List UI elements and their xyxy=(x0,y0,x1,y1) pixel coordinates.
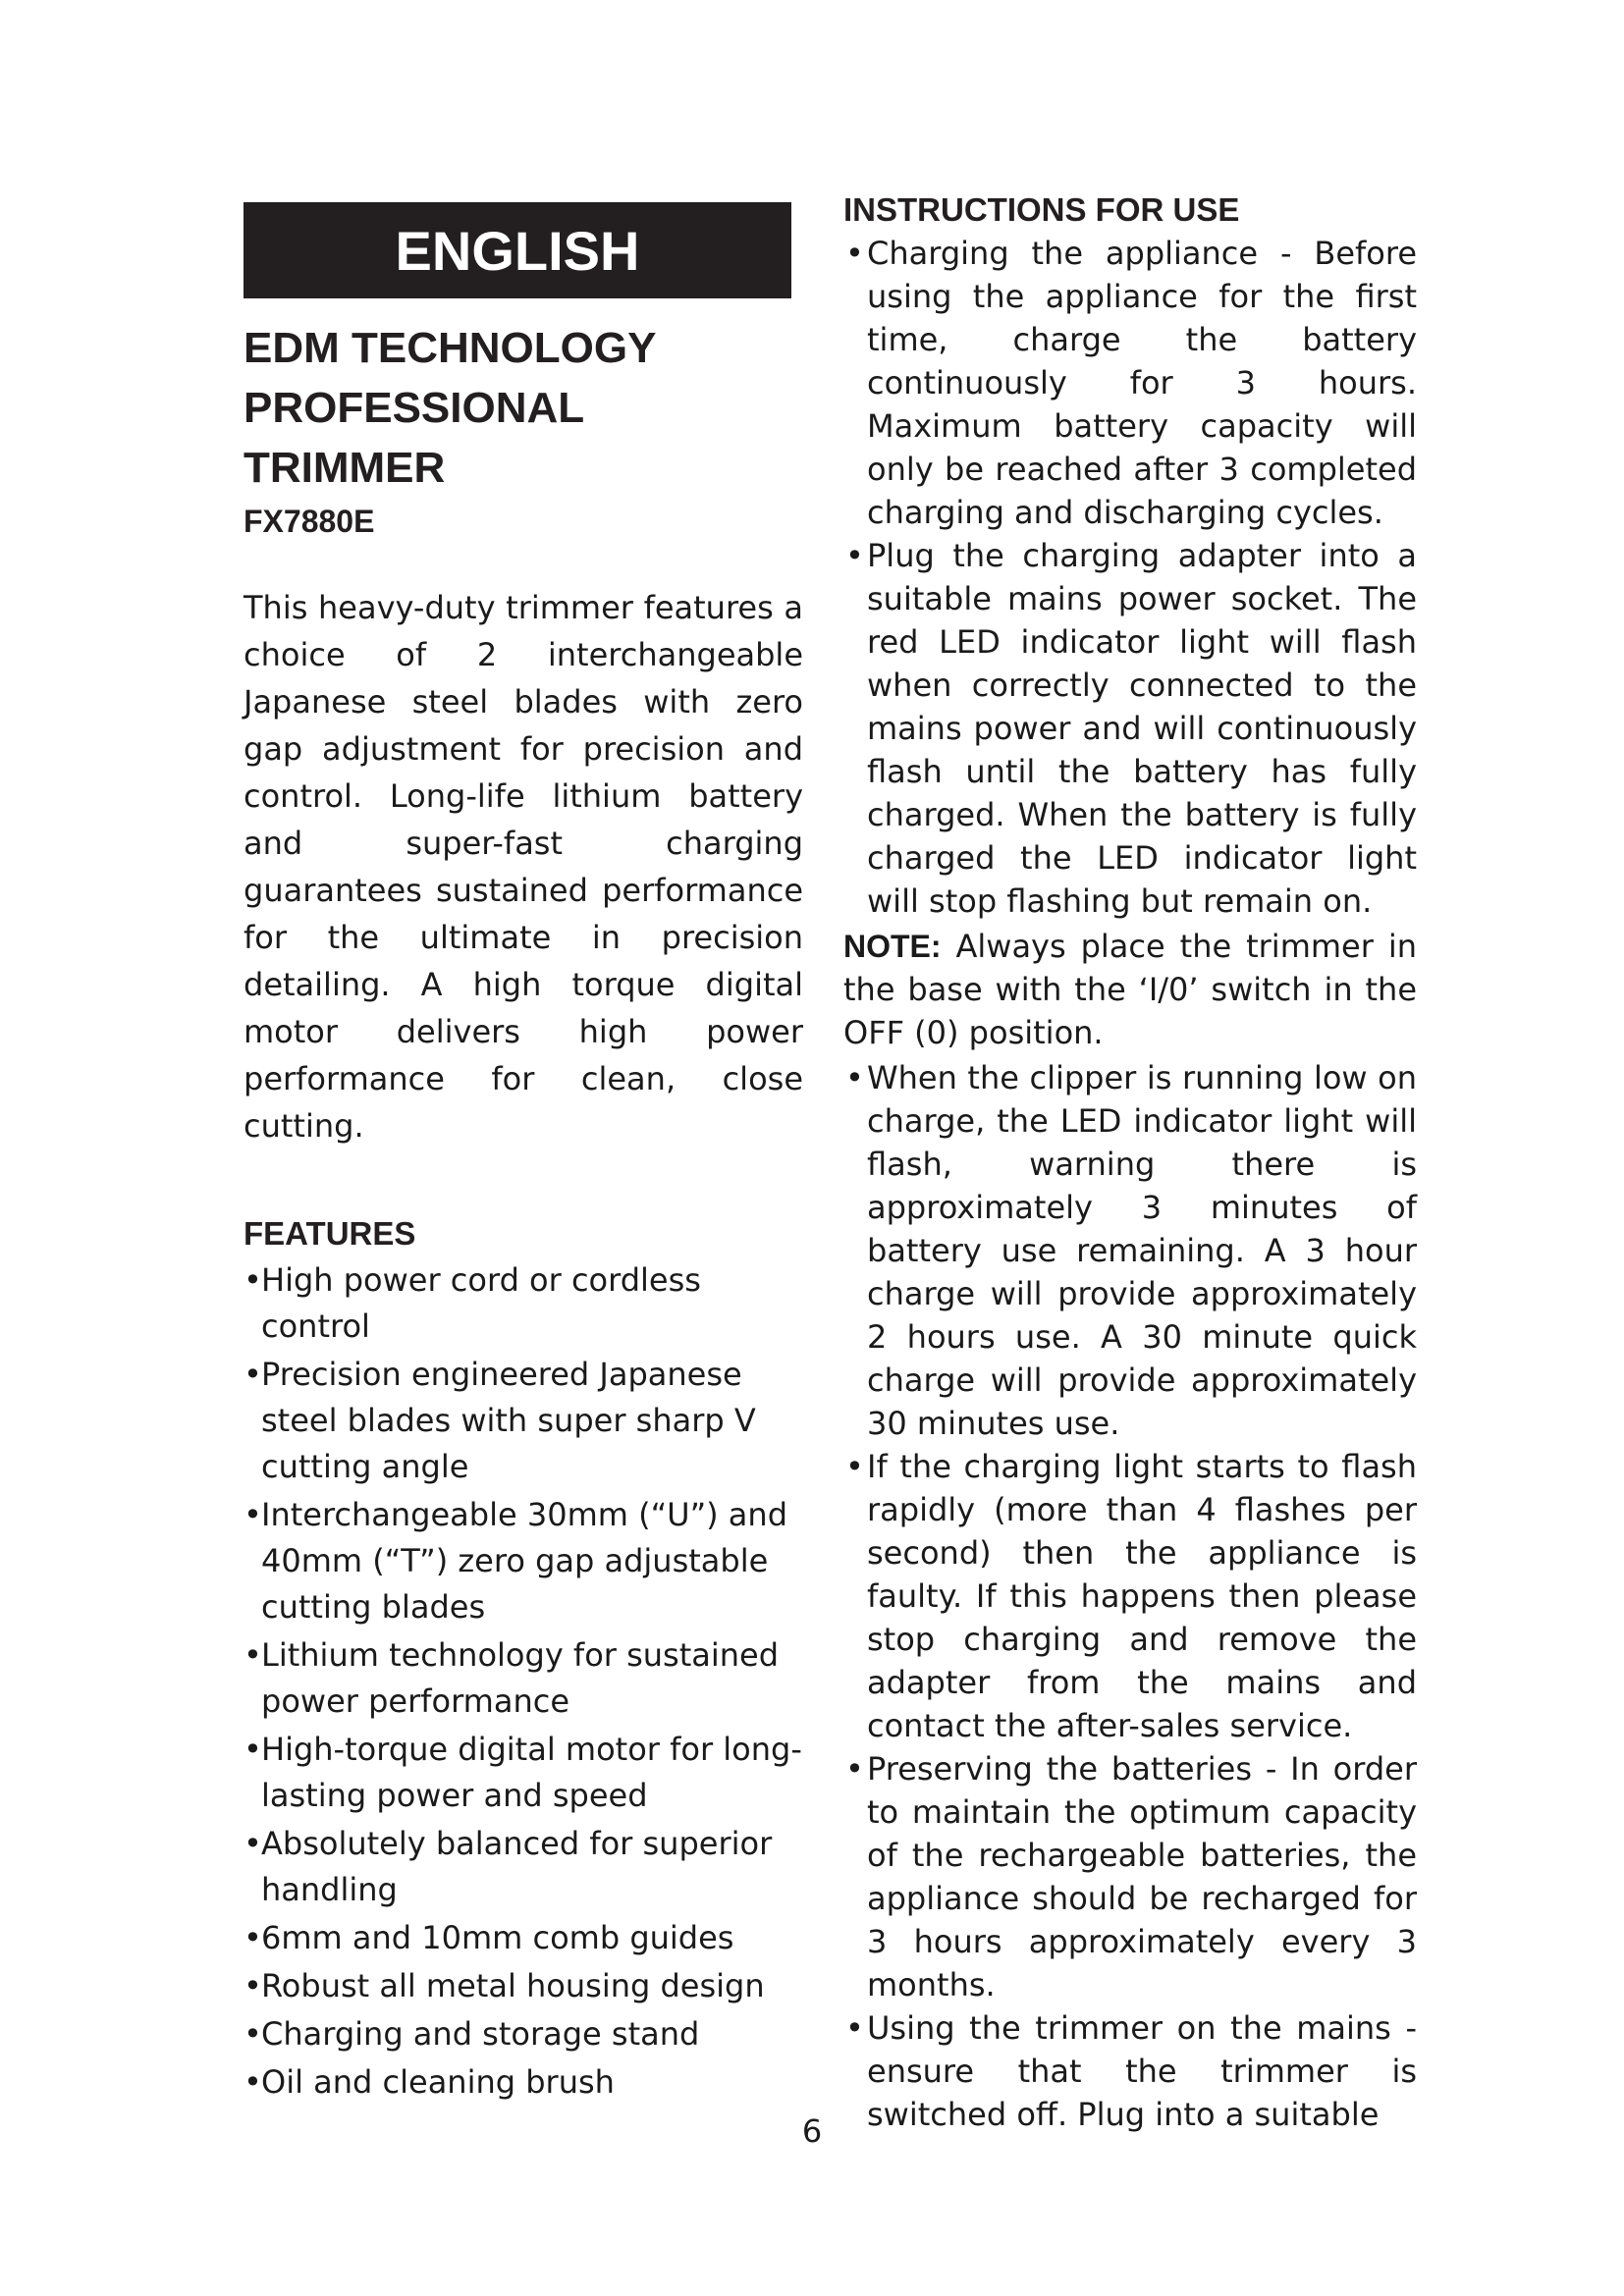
features-list xyxy=(244,1257,803,2106)
note-paragraph xyxy=(843,925,1417,1054)
instruction-item: • Plug the charging adapter into a suitable mains power socket. The red LED indicator light will flash when correctly connected to the mains power and will continuously flash until the battery has fully charged. When the battery is fully charged the LED indicator light will stop flashing but remain on. xyxy=(843,534,1417,923)
intro-paragraph: This heavy-duty trimmer features a choice of 2 interchangeable Japanese steel blades with zero gap adjustment for precision and control. Long-life lithium battery and super-fast charging guarantees sustained performance for the ultimate in precision detailing. A high torque digital motor delivers high power performance for clean, close cutting. xyxy=(244,589,803,1145)
feature-item: • High-torque digital motor for long-lasting power and speed xyxy=(244,1727,803,1819)
instructions-list-b xyxy=(843,1056,1417,2136)
right-column xyxy=(843,188,1417,2136)
note-label: NOTE: xyxy=(843,929,942,964)
instruction-item: • Using the trimmer on the mains - ensure that the trimmer is switched off. Plug into a suitable xyxy=(843,2006,1417,2136)
feature-item: • Oil and cleaning brush xyxy=(244,2059,803,2106)
instruction-item: • Charging the appliance - Before using the appliance for the first time, charge the battery continuously for 3 hours. Maximum battery capacity will only be reached after 3 completed charging and discharging cycles. xyxy=(843,232,1417,534)
instructions-heading: INSTRUCTIONS FOR USE xyxy=(843,191,1240,228)
title-line: PROFESSIONAL xyxy=(244,384,585,432)
product-title xyxy=(244,318,803,498)
feature-item: • Robust all metal housing design xyxy=(244,1963,803,2009)
feature-item: • Lithium technology for sustained power performance xyxy=(244,1632,803,1725)
instruction-item: • Preserving the batteries - In order to maintain the optimum capacity of the rechargeable batteries, the appliance should be recharged for 3 hours approximately every 3 months. xyxy=(843,1747,1417,2006)
feature-item: • Absolutely balanced for superior handling xyxy=(244,1821,803,1913)
left-column xyxy=(244,202,803,2106)
feature-item: • 6mm and 10mm comb guides xyxy=(244,1915,803,1961)
feature-item: • Interchangeable 30mm (“U”) and 40mm (“T”) zero gap adjustable cutting blades xyxy=(244,1492,803,1630)
note-text: Always place the trimmer in the base with the ‘I/0’ switch in the OFF (0) position. xyxy=(843,928,1417,1051)
instruction-item: • If the charging light starts to flash rapidly (more than 4 flashes per second) then the appliance is faulty. If this happens then please stop charging and remove the adapter from the mains and contact the after-sales service. xyxy=(843,1445,1417,1747)
instructions-list-a xyxy=(843,232,1417,923)
title-line: EDM TECHNOLOGY xyxy=(244,324,657,372)
features-heading: FEATURES xyxy=(244,1215,416,1252)
language-banner: ENGLISH xyxy=(244,202,791,298)
feature-item: • Precision engineered Japanese steel blades with super sharp V cutting angle xyxy=(244,1352,803,1490)
model-number: FX7880E xyxy=(244,504,375,539)
title-line: TRIMMER xyxy=(244,444,446,492)
feature-item: • High power cord or cordless control xyxy=(244,1257,803,1350)
page-number: 6 xyxy=(801,2112,823,2150)
feature-item: • Charging and storage stand xyxy=(244,2011,803,2057)
instruction-item: • When the clipper is running low on charge, the LED indicator light will flash, warning there is approximately 3 minutes of battery use remaining. A 3 hour charge will provide approximately 2 hours use. A 30 minute quick charge will provide approximately 30 minutes use. xyxy=(843,1056,1417,1445)
